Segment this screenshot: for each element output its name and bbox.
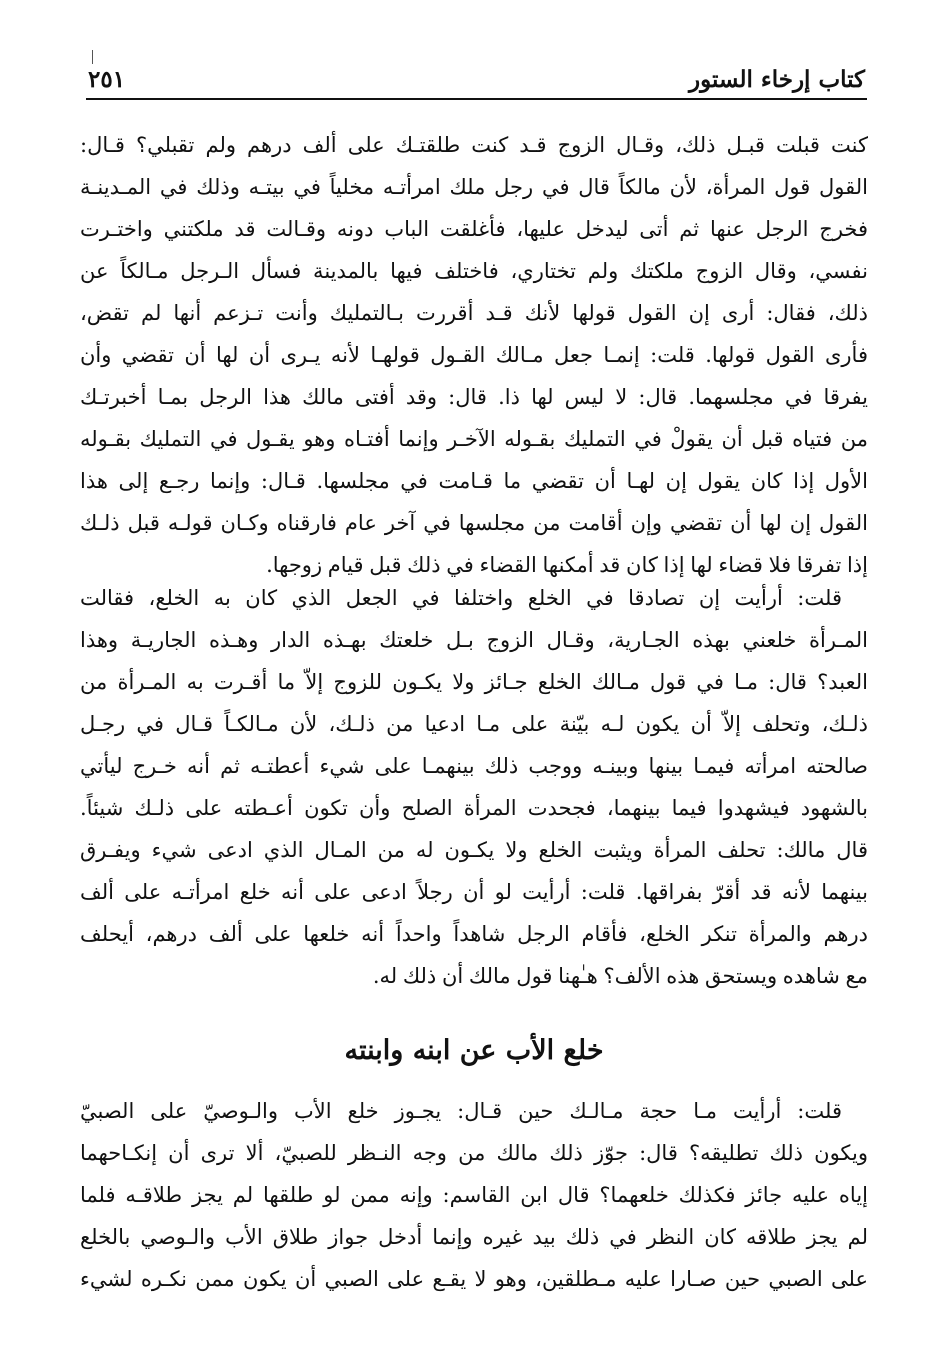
text-line: كنت قبلت قبـل ذلك، وقـال الزوج قـد كنت طلقتـك على ألف درهم ولم تقبلي؟ قـال: xyxy=(80,133,868,157)
section-heading: خلع الأب عن ابنه وابنته xyxy=(344,1035,604,1066)
text-line: المـرأة خلعني بهذه الجـارية، وقـال الزوج بـل خلعتك بهـذه الدار وهـذه الجاريـة وهذا xyxy=(80,628,868,652)
text-line: درهم والمرأة تنكر الخلع، فأقام الرجل شاهداً واحداً أنه خلعها على ألف درهم، أيحلف xyxy=(80,922,868,946)
header-rule xyxy=(86,98,867,100)
text-line: الأول إذا كان يقول إن لهـا أن تقضي ما قـامت في مجلسها. قـال: وإنما رجـع إلى هذا xyxy=(80,469,868,493)
text-line: إذا تفرقا فلا قضاء لها إذا كان قد أمكنها القضاء في ذلك قبل قيام زوجها. xyxy=(266,553,868,577)
paragraph-2 xyxy=(80,577,868,997)
page-number: ٢٥١ xyxy=(88,66,126,93)
text-line: بالشهود فيشهدوا فيما بينهما، فجحدت المرأة الصلح وأن تكون أعـطته على ذلـك شيئاً. xyxy=(80,796,868,820)
text-line: قلت: أرأيت إن تصادقا في الخلع واختلفا في الجعل الذي كان به الخلع، فقالت xyxy=(80,586,842,610)
text-line: نفسي، وقال الزوج ملكتك ولم تختاري، فاختلف فيها بالمدينة فسأل الـرجل مـالكاً عن xyxy=(80,259,868,283)
section-paragraph xyxy=(80,1090,868,1300)
text-line: قال مالك: تحلف المرأة ويثبت الخلع ولا يكـون له من المـال الذي ادعى شيء ويفـرق xyxy=(80,838,868,862)
text-line: إياه عليه جائز فكذلك خلعهما؟ قال ابن القاسم: وإنه ممن لو طلقها لم يجز طلاقـه فلما xyxy=(80,1183,868,1207)
text-line: ذلـك، وتحلف إلاّ أن يكون لـه بيّنة على مـا ادعيا من ذلـك، لأن مـالكـاً قـال في رجـل xyxy=(80,712,868,736)
text-line: فأرى القول قولها. قلت: إنمـا جعل مـالك القـول قولهـا لأنه يـرى أن لها أن تقضي وأن xyxy=(80,343,868,367)
text-line: ويكون ذلك تطليقه؟ قال: جوّز ذلك مالك من وجه النـظر للصبيّ، ألا ترى أن إنكـاحهما xyxy=(80,1141,868,1165)
text-line: القول إن لها أن تقضي وإن أقامت من مجلسها في آخر عام فارقناه وكـان قولـه قبل ذلـك xyxy=(80,511,868,535)
text-line: العبد؟ قال: مـا في قول مـالك الخلع جـائز ولا يكـون للزوج إلاّ ما أقـرت به المـرأة من xyxy=(80,670,868,694)
text-line: فخرج الرجل عنها ثم أتى ليدخل عليها، فأغلقت الباب دونه وقـالت قد ملكتني واختـرت xyxy=(80,217,868,241)
text-line: القول قول المرأة، لأن مالكاً قال في رجل ملك امرأتـه مخلياً في بيتـه وذلك في المـدينـة xyxy=(80,175,868,199)
text-line: ذلك، فقال: أرى إن القول قولها لأنك قـد أقررت بـالتمليك وأنت تـزعم أنها لم تقض، xyxy=(80,301,868,325)
text-line: على الصبي حين صـارا عليه مـطلقين، وهو لا يقـع على الصبي أن يكون ممن نكـره لشيء xyxy=(80,1267,868,1291)
text-line: بينهما لأنه قد أقرّ بفراقها. قلت: أرأيت لو أن رجلاً ادعى على أنه خلع امرأتـه على ألف xyxy=(80,880,868,904)
text-line: من فتياه قبل أن يقولْ في التمليك بقـوله الآخـر وإنما أفتـاه وهو يقـول في التمليك بقـوله xyxy=(80,427,868,451)
text-line: مع شاهده ويستحق هذه الألف؟ هـٰهنا قول مالك أن ذلك له. xyxy=(372,964,868,988)
page-header xyxy=(86,62,865,98)
text-line: يفرقا في مجلسهما. قال: لا ليس لها ذا. قال: وقد أفتى مالك هذا الرجل بمـا أخبرتـك xyxy=(80,385,868,409)
text-line: لم يجز طلاقه كان النظر في ذلك بيد غيره وإنما أدخل جواز طلاق الأب والـوصي بالخلع xyxy=(80,1225,868,1249)
running-title: كتاب إرخاء الستور xyxy=(689,66,865,93)
paragraph-1 xyxy=(80,124,868,586)
text-line: صالحته امرأته فيمـا بينها وبينـه ووجب ذلك بينهمـا على شيء أعطتـه ثم أنه خـرج ليأتي xyxy=(80,754,868,778)
text-line: قلت: أرأيت مـا حجة مـالـك حين قـال: يجـوز خلع الأب والـوصيّ على الصبيّ xyxy=(80,1099,842,1123)
